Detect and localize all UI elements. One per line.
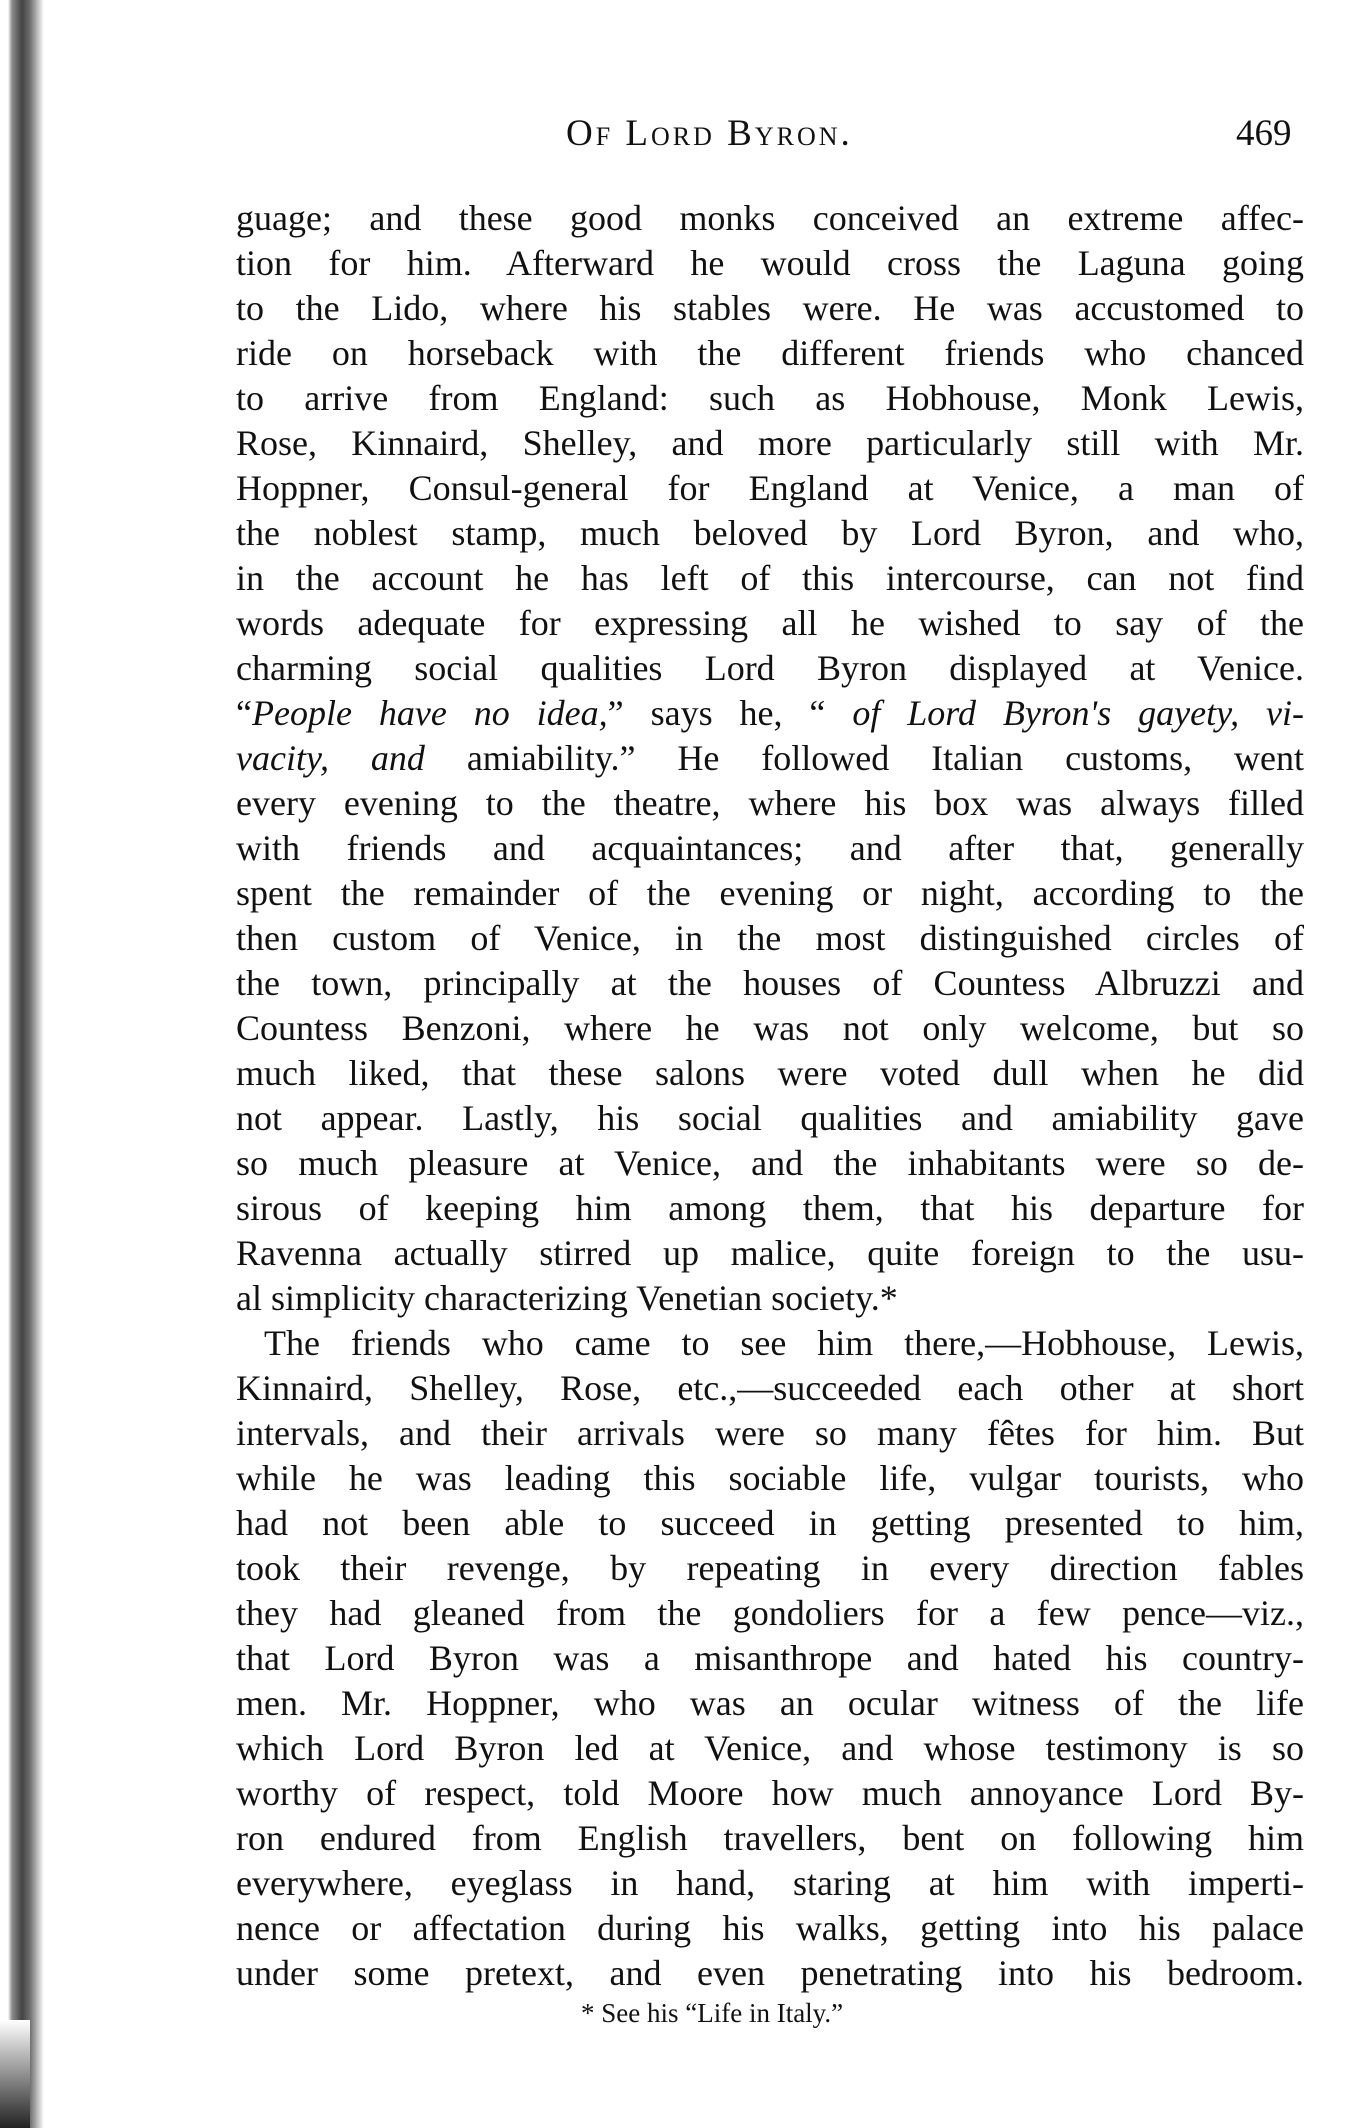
- text-line: [236, 601, 1304, 646]
- text-line: [236, 421, 1304, 466]
- text-segment: nence or affectation during his walks, getting into his palace: [236, 1908, 1304, 1948]
- text-segment: intervals, and their arrivals were so many fêtes for him. But: [236, 1413, 1304, 1453]
- text-line: [236, 1051, 1304, 1096]
- running-title: Of Lord Byron.: [566, 113, 853, 154]
- text-line: [236, 1141, 1304, 1186]
- text-segment: took their revenge, by repeating in every direction fables: [236, 1548, 1304, 1588]
- text-line: [236, 1366, 1304, 1411]
- text-segment: with friends and acquaintances; and after that, generally: [236, 828, 1304, 868]
- text-segment: ride on horseback with the different friends who chanced: [236, 333, 1304, 373]
- text-line: [236, 1906, 1304, 1951]
- text-segment: charming social qualities Lord Byron displayed at Venice.: [236, 648, 1304, 688]
- text-segment: the noblest stamp, much beloved by Lord Byron, and who,: [236, 513, 1304, 553]
- text-segment: tion for him. Afterward he would cross the Laguna going: [236, 243, 1304, 283]
- italic-text: vacity, and: [236, 738, 425, 778]
- text-line: [236, 871, 1304, 916]
- text-segment: Countess Benzoni, where he was not only welcome, but so: [236, 1008, 1304, 1048]
- text-segment: “: [236, 693, 252, 733]
- text-line: [236, 736, 1304, 781]
- text-line: [236, 1186, 1304, 1231]
- text-segment: to arrive from England: such as Hobhouse, Monk Lewis,: [236, 378, 1304, 418]
- text-line: [236, 1411, 1304, 1456]
- text-segment: Ravenna actually stirred up malice, quite foreign to the usu-: [236, 1233, 1304, 1273]
- text-segment: that Lord Byron was a misanthrope and hated his country-: [236, 1638, 1304, 1678]
- text-segment: then custom of Venice, in the most distinguished circles of: [236, 918, 1304, 958]
- text-segment: ron endured from English travellers, bent on following him: [236, 1818, 1304, 1858]
- text-segment: not appear. Lastly, his social qualities and amiability gave: [236, 1098, 1304, 1138]
- text-line: [236, 1681, 1304, 1726]
- text-segment: under some pretext, and even penetrating into his bedroom.: [236, 1953, 1304, 1993]
- text-line: [236, 1456, 1304, 1501]
- text-segment: Hoppner, Consul-general for England at Venice, a man of: [236, 468, 1304, 508]
- text-line: [236, 1636, 1304, 1681]
- text-segment: much liked, that these salons were voted dull when he did: [236, 1053, 1304, 1093]
- page-number: 469: [1236, 113, 1292, 154]
- book-binding-edge: [0, 0, 46, 2128]
- footnote: * See his “Life in Italy.”: [581, 1998, 844, 2028]
- text-segment: amiability.” He followed Italian customs, went: [424, 738, 1304, 778]
- text-segment: words adequate for expressing all he wished to say of the: [236, 603, 1304, 643]
- text-line: [236, 1591, 1304, 1636]
- text-segment: men. Mr. Hoppner, who was an ocular witness of the life: [236, 1683, 1304, 1723]
- text-line: [236, 1321, 1304, 1366]
- text-line: [236, 511, 1304, 556]
- italic-text: of Lord Byron's gayety, vi-: [852, 693, 1305, 733]
- text-line: [236, 331, 1304, 376]
- text-line: [236, 691, 1304, 736]
- text-segment: while he was leading this sociable life, vulgar tourists, who: [236, 1458, 1304, 1498]
- text-line: [236, 1546, 1304, 1591]
- text-segment: spent the remainder of the evening or night, according to the: [236, 873, 1304, 913]
- text-line: [236, 1816, 1304, 1861]
- book-binding-edge-bottom: [0, 2020, 30, 2128]
- text-line: [236, 961, 1304, 1006]
- text-line: [236, 781, 1304, 826]
- text-segment: everywhere, eyeglass in hand, staring at him with imperti-: [236, 1863, 1304, 1903]
- text-segment: ” says he, “: [607, 693, 853, 733]
- text-line: [236, 466, 1304, 511]
- text-segment: to the Lido, where his stables were. He was accustomed to: [236, 288, 1304, 328]
- text-segment: worthy of respect, told Moore how much annoyance Lord By-: [236, 1773, 1304, 1813]
- text-line: [236, 286, 1304, 331]
- text-line: [236, 1006, 1304, 1051]
- text-segment: the town, principally at the houses of Countess Albruzzi and: [236, 963, 1304, 1003]
- text-line: [236, 1231, 1304, 1276]
- text-line: [236, 916, 1304, 961]
- text-line: [236, 1726, 1304, 1771]
- text-segment: they had gleaned from the gondoliers for a few pence—viz.,: [236, 1593, 1304, 1633]
- italic-text: People have no idea,: [251, 693, 608, 733]
- text-segment: sirous of keeping him among them, that his departure for: [236, 1188, 1304, 1228]
- text-segment: al simplicity characterizing Venetian society.*: [236, 1278, 898, 1318]
- text-segment: which Lord Byron led at Venice, and whose testimony is so: [236, 1728, 1304, 1768]
- text-line: [236, 1951, 1304, 1996]
- text-segment: guage; and these good monks conceived an extreme affec-: [236, 198, 1304, 238]
- text-segment: Kinnaird, Shelley, Rose, etc.,—succeeded each other at short: [236, 1368, 1304, 1408]
- text-line: [236, 826, 1304, 871]
- text-line: [236, 376, 1304, 421]
- text-segment: in the account he has left of this intercourse, can not find: [236, 558, 1304, 598]
- text-line: [236, 1861, 1304, 1906]
- text-line: [236, 1276, 1304, 1321]
- text-line: [236, 1501, 1304, 1546]
- text-segment: had not been able to succeed in getting presented to him,: [236, 1503, 1304, 1543]
- text-segment: every evening to the theatre, where his box was always filled: [236, 783, 1304, 823]
- text-line: [236, 646, 1304, 691]
- text-line: [236, 241, 1304, 286]
- text-segment: Rose, Kinnaird, Shelley, and more particularly still with Mr.: [236, 423, 1304, 463]
- text-line: [236, 556, 1304, 601]
- text-line: [236, 1771, 1304, 1816]
- text-line: [236, 1096, 1304, 1141]
- text-segment: The friends who came to see him there,—Hobhouse, Lewis,: [264, 1323, 1304, 1363]
- body-text: [236, 196, 1304, 1996]
- text-segment: so much pleasure at Venice, and the inhabitants were so de-: [236, 1143, 1304, 1183]
- text-line: [236, 196, 1304, 241]
